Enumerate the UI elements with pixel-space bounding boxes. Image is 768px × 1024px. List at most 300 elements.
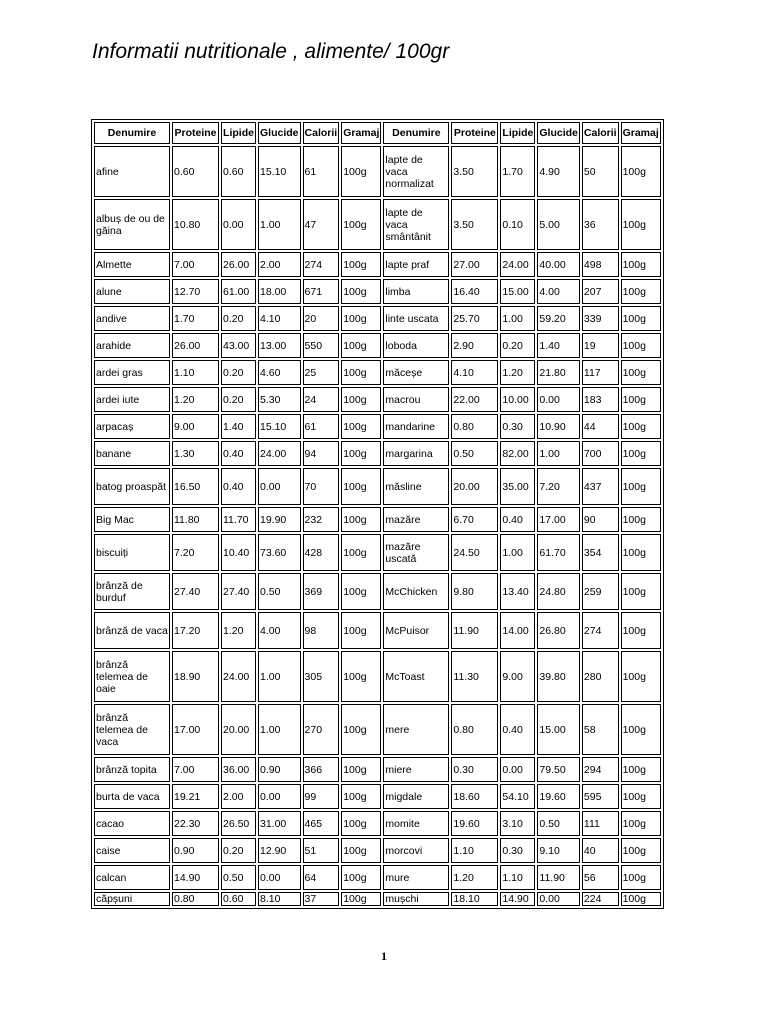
cell-proteine-2: 1.10 [451, 838, 498, 863]
cell-lipide: 24.00 [221, 651, 256, 702]
cell-calorii-2: 117 [582, 360, 619, 385]
cell-gramaj-2: 100g [621, 534, 661, 571]
cell-gramaj: 100g [341, 865, 381, 890]
cell-gramaj-2: 100g [621, 507, 661, 532]
cell-proteine: 7.20 [172, 534, 219, 571]
cell-name-2: mușchi [383, 892, 449, 906]
cell-name: Big Mac [94, 507, 170, 532]
cell-name: burta de vaca [94, 784, 170, 809]
cell-name-2: lapte praf [383, 252, 449, 277]
cell-lipide: 0.20 [221, 838, 256, 863]
cell-name: batog proaspăt [94, 468, 170, 505]
cell-name: brânză de burduf [94, 573, 170, 610]
cell-calorii: 20 [303, 306, 340, 331]
cell-lipide-2: 1.20 [500, 360, 535, 385]
cell-lipide: 26.50 [221, 811, 256, 836]
cell-gramaj: 100g [341, 838, 381, 863]
cell-calorii-2: 50 [582, 146, 619, 197]
cell-lipide-2: 0.30 [500, 838, 535, 863]
cell-proteine-2: 20.00 [451, 468, 498, 505]
table-row [94, 612, 661, 649]
cell-calorii: 94 [303, 441, 340, 466]
cell-glucide-2: 0.50 [537, 811, 580, 836]
cell-calorii-2: 207 [582, 279, 619, 304]
cell-gramaj-2: 100g [621, 704, 661, 755]
cell-name: arahide [94, 333, 170, 358]
cell-calorii-2: 183 [582, 387, 619, 412]
cell-glucide-2: 7.20 [537, 468, 580, 505]
table-row [94, 507, 661, 532]
cell-proteine: 0.60 [172, 146, 219, 197]
table-row [94, 757, 661, 782]
cell-lipide-2: 1.00 [500, 534, 535, 571]
cell-lipide-2: 0.00 [500, 757, 535, 782]
cell-lipide-2: 0.20 [500, 333, 535, 358]
table-row [94, 333, 661, 358]
cell-proteine-2: 3.50 [451, 199, 498, 250]
cell-calorii: 274 [303, 252, 340, 277]
cell-proteine: 1.30 [172, 441, 219, 466]
cell-name: brânză telemea de vaca [94, 704, 170, 755]
cell-gramaj-2: 100g [621, 468, 661, 505]
cell-gramaj-2: 100g [621, 441, 661, 466]
cell-gramaj: 100g [341, 306, 381, 331]
cell-name: ardei gras [94, 360, 170, 385]
cell-name-2: McPuisor [383, 612, 449, 649]
cell-gramaj-2: 100g [621, 757, 661, 782]
cell-calorii-2: 58 [582, 704, 619, 755]
cell-glucide-2: 9.10 [537, 838, 580, 863]
cell-proteine-2: 11.90 [451, 612, 498, 649]
cell-name-2: momite [383, 811, 449, 836]
cell-name-2: limba [383, 279, 449, 304]
cell-name-2: migdale [383, 784, 449, 809]
table-row [94, 811, 661, 836]
cell-proteine-2: 2.90 [451, 333, 498, 358]
cell-glucide-2: 59.20 [537, 306, 580, 331]
cell-glucide-2: 10.90 [537, 414, 580, 439]
cell-proteine-2: 24.50 [451, 534, 498, 571]
page-title: Informatii nutritionale , alimente/ 100gr [92, 40, 450, 63]
cell-proteine: 1.20 [172, 387, 219, 412]
header-proteine-2: Proteine [451, 122, 498, 144]
cell-lipide: 2.00 [221, 784, 256, 809]
table-row [94, 387, 661, 412]
cell-calorii-2: 294 [582, 757, 619, 782]
table-row [94, 414, 661, 439]
cell-proteine: 1.70 [172, 306, 219, 331]
cell-calorii: 366 [303, 757, 340, 782]
cell-calorii-2: 56 [582, 865, 619, 890]
cell-name-2: macrou [383, 387, 449, 412]
cell-gramaj-2: 100g [621, 651, 661, 702]
cell-lipide: 0.00 [221, 199, 256, 250]
cell-glucide-2: 21.80 [537, 360, 580, 385]
cell-proteine: 26.00 [172, 333, 219, 358]
table-row [94, 865, 661, 890]
cell-name: brânză telemea de oaie [94, 651, 170, 702]
cell-calorii: 51 [303, 838, 340, 863]
cell-calorii: 232 [303, 507, 340, 532]
cell-glucide-2: 0.00 [537, 387, 580, 412]
cell-glucide-2: 1.40 [537, 333, 580, 358]
cell-name-2: miere [383, 757, 449, 782]
cell-proteine-2: 9.80 [451, 573, 498, 610]
cell-proteine: 12.70 [172, 279, 219, 304]
cell-lipide-2: 15.00 [500, 279, 535, 304]
cell-lipide-2: 0.30 [500, 414, 535, 439]
cell-lipide-2: 54.10 [500, 784, 535, 809]
cell-calorii-2: 259 [582, 573, 619, 610]
nutrition-table [91, 119, 664, 909]
cell-glucide-2: 19.60 [537, 784, 580, 809]
cell-glucide: 15.10 [258, 414, 301, 439]
cell-gramaj: 100g [341, 612, 381, 649]
cell-calorii-2: 19 [582, 333, 619, 358]
cell-gramaj-2: 100g [621, 252, 661, 277]
cell-proteine: 14.90 [172, 865, 219, 890]
cell-gramaj-2: 100g [621, 333, 661, 358]
cell-gramaj-2: 100g [621, 199, 661, 250]
cell-name-2: lapte de vaca smântânit [383, 199, 449, 250]
cell-calorii: 64 [303, 865, 340, 890]
cell-calorii-2: 36 [582, 199, 619, 250]
cell-name: ardei iute [94, 387, 170, 412]
cell-name-2: măsline [383, 468, 449, 505]
cell-lipide-2: 82.00 [500, 441, 535, 466]
table-row [94, 252, 661, 277]
cell-glucide: 18.00 [258, 279, 301, 304]
cell-gramaj: 100g [341, 892, 381, 906]
cell-gramaj: 100g [341, 279, 381, 304]
cell-gramaj: 100g [341, 441, 381, 466]
cell-glucide: 0.00 [258, 784, 301, 809]
cell-lipide: 27.40 [221, 573, 256, 610]
cell-proteine: 0.90 [172, 838, 219, 863]
cell-proteine-2: 0.80 [451, 704, 498, 755]
cell-proteine-2: 25.70 [451, 306, 498, 331]
cell-calorii-2: 40 [582, 838, 619, 863]
table-row [94, 573, 661, 610]
cell-name: Almette [94, 252, 170, 277]
cell-name-2: McChicken [383, 573, 449, 610]
cell-gramaj: 100g [341, 651, 381, 702]
cell-calorii: 671 [303, 279, 340, 304]
header-lipide-2: Lipide [500, 122, 535, 144]
cell-glucide: 12.90 [258, 838, 301, 863]
cell-calorii-2: 339 [582, 306, 619, 331]
cell-glucide-2: 79.50 [537, 757, 580, 782]
cell-lipide: 36.00 [221, 757, 256, 782]
header-proteine: Proteine [172, 122, 219, 144]
cell-calorii-2: 274 [582, 612, 619, 649]
table-row [94, 838, 661, 863]
cell-name: andive [94, 306, 170, 331]
cell-glucide: 0.90 [258, 757, 301, 782]
cell-name: cacao [94, 811, 170, 836]
cell-glucide: 1.00 [258, 704, 301, 755]
cell-calorii: 98 [303, 612, 340, 649]
cell-name: afine [94, 146, 170, 197]
cell-lipide: 61.00 [221, 279, 256, 304]
cell-calorii: 550 [303, 333, 340, 358]
table-row [94, 651, 661, 702]
cell-glucide-2: 61.70 [537, 534, 580, 571]
cell-proteine-2: 0.30 [451, 757, 498, 782]
cell-gramaj-2: 100g [621, 892, 661, 906]
header-gramaj: Gramaj [341, 122, 381, 144]
cell-glucide: 2.00 [258, 252, 301, 277]
cell-calorii-2: 111 [582, 811, 619, 836]
cell-glucide-2: 24.80 [537, 573, 580, 610]
cell-name-2: mere [383, 704, 449, 755]
cell-proteine: 22.30 [172, 811, 219, 836]
cell-name-2: măceșe [383, 360, 449, 385]
cell-glucide: 4.00 [258, 612, 301, 649]
cell-proteine-2: 27.00 [451, 252, 498, 277]
cell-name-2: mandarine [383, 414, 449, 439]
cell-gramaj-2: 100g [621, 811, 661, 836]
cell-calorii-2: 700 [582, 441, 619, 466]
cell-name-2: loboda [383, 333, 449, 358]
table-header-row [94, 122, 661, 144]
cell-lipide: 0.40 [221, 441, 256, 466]
cell-proteine: 7.00 [172, 252, 219, 277]
cell-gramaj-2: 100g [621, 865, 661, 890]
cell-gramaj-2: 100g [621, 146, 661, 197]
cell-name-2: mure [383, 865, 449, 890]
header-glucide: Glucide [258, 122, 301, 144]
cell-lipide: 1.20 [221, 612, 256, 649]
cell-proteine: 27.40 [172, 573, 219, 610]
cell-lipide-2: 13.40 [500, 573, 535, 610]
cell-lipide: 11.70 [221, 507, 256, 532]
cell-gramaj: 100g [341, 704, 381, 755]
cell-gramaj: 100g [341, 468, 381, 505]
cell-name: calcan [94, 865, 170, 890]
cell-calorii-2: 354 [582, 534, 619, 571]
table-row [94, 199, 661, 250]
cell-gramaj-2: 100g [621, 573, 661, 610]
cell-proteine: 0.80 [172, 892, 219, 906]
cell-gramaj-2: 100g [621, 360, 661, 385]
cell-name: caise [94, 838, 170, 863]
cell-proteine-2: 18.10 [451, 892, 498, 906]
cell-glucide: 31.00 [258, 811, 301, 836]
cell-glucide-2: 1.00 [537, 441, 580, 466]
cell-lipide-2: 0.40 [500, 507, 535, 532]
cell-lipide: 0.60 [221, 892, 256, 906]
cell-glucide: 4.60 [258, 360, 301, 385]
cell-name: brânză topita [94, 757, 170, 782]
cell-proteine-2: 4.10 [451, 360, 498, 385]
cell-calorii-2: 280 [582, 651, 619, 702]
cell-lipide: 20.00 [221, 704, 256, 755]
cell-calorii: 369 [303, 573, 340, 610]
cell-gramaj-2: 100g [621, 414, 661, 439]
cell-glucide-2: 39.80 [537, 651, 580, 702]
cell-gramaj: 100g [341, 387, 381, 412]
table-row [94, 534, 661, 571]
cell-gramaj: 100g [341, 414, 381, 439]
cell-lipide-2: 1.70 [500, 146, 535, 197]
header-calorii: Calorii [303, 122, 340, 144]
cell-glucide: 4.10 [258, 306, 301, 331]
cell-gramaj-2: 100g [621, 784, 661, 809]
cell-calorii: 61 [303, 146, 340, 197]
cell-glucide: 5.30 [258, 387, 301, 412]
cell-lipide-2: 0.40 [500, 704, 535, 755]
cell-gramaj-2: 100g [621, 387, 661, 412]
cell-proteine: 17.00 [172, 704, 219, 755]
cell-proteine-2: 0.80 [451, 414, 498, 439]
cell-gramaj-2: 100g [621, 612, 661, 649]
cell-calorii: 47 [303, 199, 340, 250]
cell-glucide-2: 17.00 [537, 507, 580, 532]
cell-lipide-2: 1.10 [500, 865, 535, 890]
cell-calorii-2: 498 [582, 252, 619, 277]
cell-name: brânză de vaca [94, 612, 170, 649]
cell-gramaj: 100g [341, 573, 381, 610]
cell-gramaj: 100g [341, 534, 381, 571]
cell-name-2: mazăre uscată [383, 534, 449, 571]
cell-calorii: 37 [303, 892, 340, 906]
cell-glucide: 1.00 [258, 199, 301, 250]
cell-glucide: 15.10 [258, 146, 301, 197]
cell-glucide-2: 0.00 [537, 892, 580, 906]
cell-calorii-2: 224 [582, 892, 619, 906]
cell-glucide-2: 40.00 [537, 252, 580, 277]
cell-proteine-2: 6.70 [451, 507, 498, 532]
header-calorii-2: Calorii [582, 122, 619, 144]
cell-name: albuș de ou de găina [94, 199, 170, 250]
cell-calorii-2: 437 [582, 468, 619, 505]
cell-name-2: margarina [383, 441, 449, 466]
cell-calorii: 428 [303, 534, 340, 571]
table-row [94, 704, 661, 755]
cell-gramaj: 100g [341, 146, 381, 197]
cell-lipide: 0.20 [221, 387, 256, 412]
table-row [94, 892, 661, 906]
cell-calorii: 61 [303, 414, 340, 439]
cell-calorii: 25 [303, 360, 340, 385]
cell-name: căpșuni [94, 892, 170, 906]
cell-glucide: 0.00 [258, 865, 301, 890]
cell-glucide: 0.50 [258, 573, 301, 610]
cell-gramaj: 100g [341, 811, 381, 836]
cell-glucide-2: 5.00 [537, 199, 580, 250]
table-body [94, 146, 661, 906]
cell-proteine-2: 18.60 [451, 784, 498, 809]
cell-calorii: 305 [303, 651, 340, 702]
table-row [94, 784, 661, 809]
cell-glucide-2: 26.80 [537, 612, 580, 649]
cell-glucide: 24.00 [258, 441, 301, 466]
header-gramaj-2: Gramaj [621, 122, 661, 144]
cell-gramaj: 100g [341, 333, 381, 358]
cell-name: alune [94, 279, 170, 304]
cell-gramaj: 100g [341, 507, 381, 532]
cell-glucide-2: 11.90 [537, 865, 580, 890]
cell-name: arpacaș [94, 414, 170, 439]
cell-proteine: 7.00 [172, 757, 219, 782]
cell-lipide: 43.00 [221, 333, 256, 358]
cell-gramaj-2: 100g [621, 838, 661, 863]
table-row [94, 441, 661, 466]
cell-calorii: 24 [303, 387, 340, 412]
cell-name-2: McToast [383, 651, 449, 702]
cell-name: banane [94, 441, 170, 466]
cell-lipide-2: 0.10 [500, 199, 535, 250]
cell-proteine: 10.80 [172, 199, 219, 250]
cell-proteine: 16.50 [172, 468, 219, 505]
cell-calorii: 465 [303, 811, 340, 836]
cell-gramaj: 100g [341, 757, 381, 782]
header-lipide: Lipide [221, 122, 256, 144]
cell-name-2: mazăre [383, 507, 449, 532]
cell-proteine: 17.20 [172, 612, 219, 649]
table-row [94, 360, 661, 385]
cell-lipide: 0.20 [221, 306, 256, 331]
cell-calorii-2: 44 [582, 414, 619, 439]
cell-gramaj: 100g [341, 784, 381, 809]
cell-name-2: lapte de vaca normalizat [383, 146, 449, 197]
cell-lipide-2: 14.90 [500, 892, 535, 906]
cell-calorii: 270 [303, 704, 340, 755]
header-glucide-2: Glucide [537, 122, 580, 144]
cell-proteine: 18.90 [172, 651, 219, 702]
cell-gramaj: 100g [341, 360, 381, 385]
cell-lipide-2: 1.00 [500, 306, 535, 331]
cell-proteine-2: 16.40 [451, 279, 498, 304]
cell-lipide-2: 24.00 [500, 252, 535, 277]
cell-proteine-2: 3.50 [451, 146, 498, 197]
table-row [94, 468, 661, 505]
header-denumire-2: Denumire [383, 122, 449, 144]
cell-proteine-2: 11.30 [451, 651, 498, 702]
cell-calorii-2: 90 [582, 507, 619, 532]
table-row [94, 279, 661, 304]
cell-name-2: linte uscata [383, 306, 449, 331]
cell-lipide: 0.60 [221, 146, 256, 197]
cell-proteine-2: 0.50 [451, 441, 498, 466]
cell-calorii-2: 595 [582, 784, 619, 809]
cell-lipide: 1.40 [221, 414, 256, 439]
cell-lipide: 0.50 [221, 865, 256, 890]
cell-lipide: 10.40 [221, 534, 256, 571]
cell-lipide: 26.00 [221, 252, 256, 277]
cell-glucide: 13.00 [258, 333, 301, 358]
cell-name-2: morcovi [383, 838, 449, 863]
cell-gramaj: 100g [341, 199, 381, 250]
cell-lipide-2: 9.00 [500, 651, 535, 702]
cell-name: biscuiți [94, 534, 170, 571]
cell-lipide-2: 35.00 [500, 468, 535, 505]
table-row [94, 146, 661, 197]
cell-gramaj-2: 100g [621, 306, 661, 331]
cell-glucide-2: 4.90 [537, 146, 580, 197]
cell-glucide: 19.90 [258, 507, 301, 532]
header-denumire: Denumire [94, 122, 170, 144]
cell-lipide: 0.20 [221, 360, 256, 385]
cell-lipide-2: 3.10 [500, 811, 535, 836]
cell-glucide-2: 4.00 [537, 279, 580, 304]
cell-proteine: 11.80 [172, 507, 219, 532]
cell-glucide: 8.10 [258, 892, 301, 906]
cell-proteine: 1.10 [172, 360, 219, 385]
cell-gramaj-2: 100g [621, 279, 661, 304]
cell-lipide-2: 14.00 [500, 612, 535, 649]
